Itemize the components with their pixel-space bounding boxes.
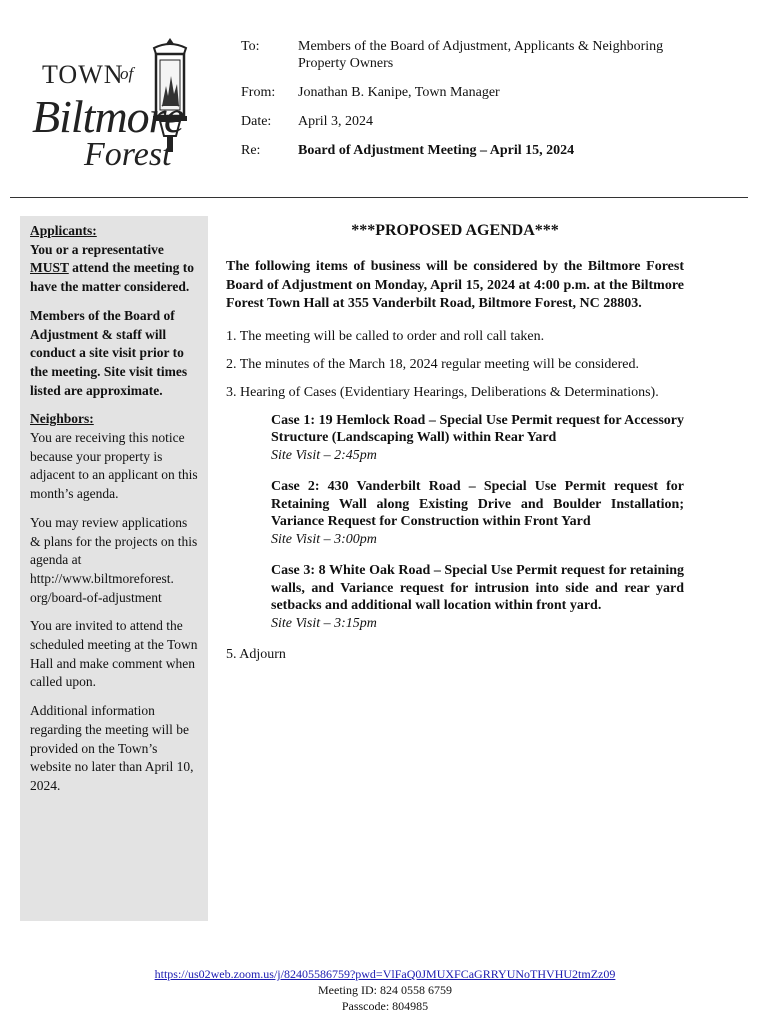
info-sidebar [20,216,208,921]
invite-notice: You are invited to attend the scheduled meeting at the Town Hall and make comment when called upon. [30,618,198,690]
case-3 [271,562,684,632]
memo-re-label: Re: [241,143,261,158]
additional-info-notice: Additional information regarding the meeting will be provided on the Town’s website no later than April 10, 2024. [30,703,194,793]
case-3-site-visit: Site Visit – 3:15pm [271,615,377,631]
applicants-must: MUST [30,260,69,276]
memo-to-label: To: [241,39,260,54]
memo-to-value: Members of the Board of Adjustment, Applicants & Neighboring Property Owners [298,39,664,71]
memo-re-value: Board of Adjustment Meeting – April 15, 2024 [298,143,575,158]
memo-re-row [241,142,701,159]
logo-text-of: of [120,64,134,83]
agenda-item-5: 5. Adjourn [226,647,286,662]
memo-date-value: April 3, 2024 [298,114,374,129]
review-url-line2[interactable]: org/board-of-adjustment [30,589,162,605]
header-divider [10,197,748,198]
memo-to-row [241,38,701,72]
neighbors-heading: Neighbors: [30,411,94,427]
case-2-text: Case 2: 430 Vanderbilt Road – Special Use Permit request for Retaining Wall along Existing Drive and Boulder Installation; Variance Request for Construction within Front Yard [271,479,684,529]
memo-date-label: Date: [241,114,272,129]
agenda-item-2: 2. The minutes of the March 18, 2024 regular meeting will be considered. [226,356,640,372]
memo-from-value: Jonathan B. Kanipe, Town Manager [298,85,500,100]
applicants-notice [30,241,200,297]
review-url-line1[interactable]: http://www.biltmoreforest. [30,570,174,586]
case-2 [271,478,684,548]
meeting-passcode: Passcode: 804985 [341,999,429,1013]
applicants-heading: Applicants: [30,223,97,238]
site-visit-notice: Members of the Board of Adjustment & staff will conduct a site visit prior to the meeting. Site visit times listed are approximate. [30,307,188,398]
case-2-site-visit: Site Visit – 3:00pm [271,531,377,547]
review-text: You may review applications & plans for the projects on this agenda at [30,514,198,568]
case-1-text: Case 1: 19 Hemlock Road – Special Use Permit request for Accessory Structure (Landscaping Wall) within Rear Yard [271,412,684,445]
case-1 [271,412,684,465]
town-logo [24,36,204,176]
logo-text-town: TOWN [42,60,124,89]
case-1-site-visit: Site Visit – 2:45pm [271,447,377,463]
meeting-id: Meeting ID: 824 0558 6759 [318,983,452,997]
memo-from-row [241,84,701,101]
agenda-item-3: 3. Hearing of Cases (Evidentiary Hearings, Deliberations & Determinations). [226,384,659,400]
agenda-intro: The following items of business will be considered by the Biltmore Forest Board of Adjustment on Monday, April 15, 2024 at 4:00 p.m. at the Biltmore Forest Town Hall at 355 Vanderbilt Road, Biltmore Forest, NC 28803. [226,259,684,311]
agenda-item-1: 1. The meeting will be called to order and roll call taken. [226,328,545,344]
applicants-text-a: You or a representative [30,241,164,257]
memo-date-row [241,113,701,130]
agenda-title: ***PROPOSED AGENDA*** [351,222,559,239]
memo-from-label: From: [241,85,276,100]
logo-text-biltmore: Biltmore [32,91,184,142]
case-3-text: Case 3: 8 White Oak Road – Special Use Permit request for retaining walls, and Variance request for intrusion into side and rear yard setbacks and additional wall location within front yard. [271,563,684,613]
review-notice [30,514,200,608]
neighbors-notice: You are receiving this notice because your property is adjacent to an applicant on this month’s agenda. [30,430,198,502]
agenda-section [226,222,684,674]
logo-text-forest: Forest [84,136,172,173]
zoom-link[interactable]: https://us02web.zoom.us/j/82405586759?pwd=VlFaQ0JMUXFCaGRRYUNoTHVHU2tmZz09 [154,967,616,981]
memo-header [241,38,701,171]
meeting-footer [0,966,770,1014]
applicants-text-b: attend the meeting to have the matter considered. [30,260,194,295]
